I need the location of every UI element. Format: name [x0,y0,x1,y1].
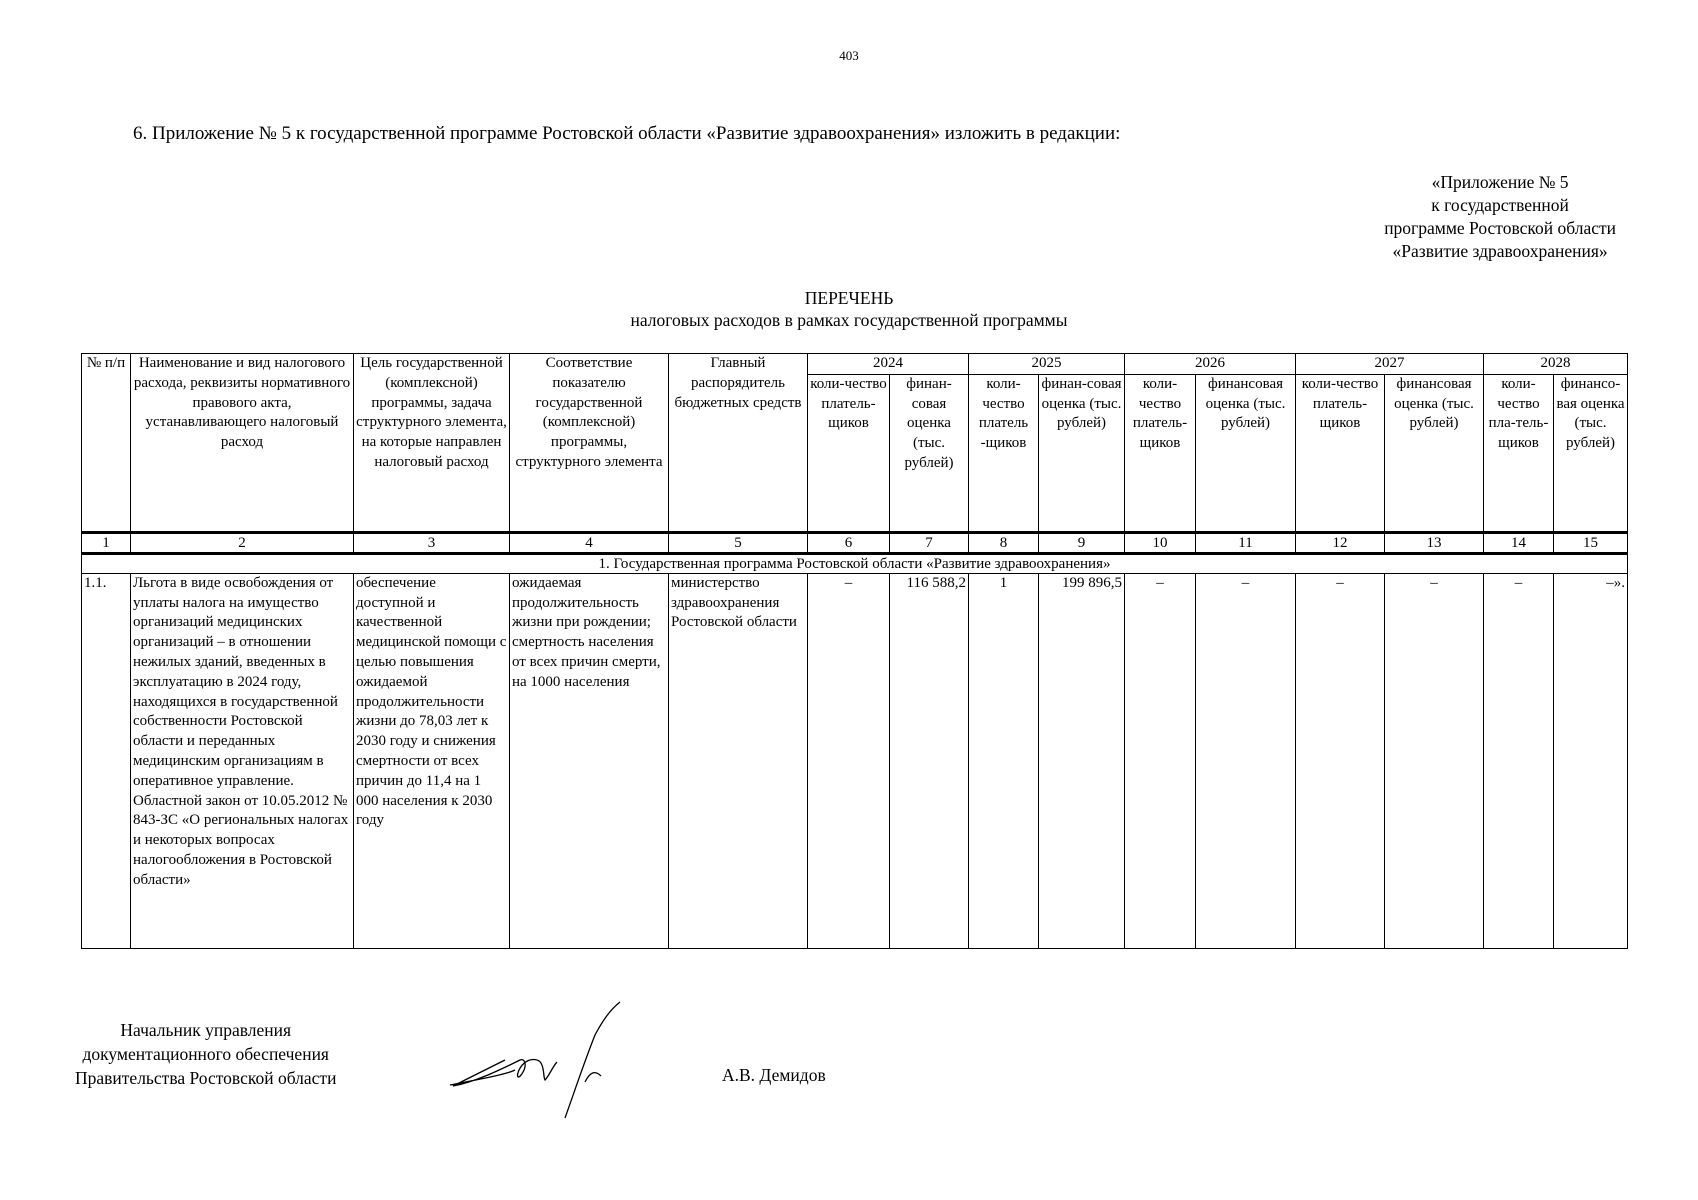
row-indicator: ожидаемая продолжительность жизни при рождении; смертность населения от всех причин смерти, на 1000 населения [510,573,669,948]
column-number: 1 [82,532,131,553]
row-num: 1.1. [82,573,131,948]
header-year: 2028 [1484,354,1628,375]
appendix-note-line: программе Ростовской области [1384,218,1616,238]
header-year: 2025 [969,354,1125,375]
signatory-name: А.В. Демидов [722,1065,826,1085]
appendix-note [1384,171,1616,263]
list-title-heading: ПЕРЕЧЕНЬ [804,288,894,308]
column-number: 2 [131,532,354,553]
value-2025-payers: 1 [969,573,1039,948]
column-number: 8 [969,532,1039,553]
header-year: 2026 [1125,354,1296,375]
header-financial-estimate: финансо-вая оценка (тыс. рублей) [1554,374,1628,532]
signatory-position [75,1018,336,1090]
header-goal: Цель государственной (комплексной) программы, задача структурного элемента, на которые направлен налоговый расход [354,354,510,533]
list-title [0,287,1698,331]
appendix-note-line: к государственной [1431,195,1569,215]
appendix-note-line: «Развитие здравоохранения» [1392,241,1608,261]
value-2028-estimate: –». [1554,573,1628,948]
header-payers-count: коли-чество пла-тель-щиков [1484,374,1554,532]
header-num: № п/п [82,354,131,533]
column-number: 4 [510,532,669,553]
column-number: 13 [1385,532,1484,553]
header-financial-estimate: финансовая оценка (тыс. рублей) [1385,374,1484,532]
row-name: Льгота в виде освобождения от уплаты налога на имущество организаций медицинских организаций – в отношении нежилых зданий, введенных в эксплуатацию в 2024 году, находящихся в государственной собственности Ростовской области и переданных медицинским организациям в оперативное управление. Областной закон от 10.05.2012 № 843-ЗС «О региональных налогах и некоторых вопросах налогообложения в Ростовской области» [131,573,354,948]
value-2026-payers: – [1125,573,1196,948]
header-payers-count: коли-чество платель -щиков [969,374,1039,532]
header-payers-count: коли-чество платель-щиков [808,374,890,532]
value-2027-payers: – [1296,573,1385,948]
value-2025-estimate: 199 896,5 [1039,573,1125,948]
signatory-position-line: Начальник управления [120,1020,292,1040]
value-2027-estimate: – [1385,573,1484,948]
signatory-position-line: Правительства Ростовской области [75,1068,337,1088]
header-payers-count: коли-чество платель-щиков [1125,374,1196,532]
section-heading: 1. Государственная программа Ростовской области «Развитие здравоохранения» [82,553,1628,573]
column-number: 10 [1125,532,1196,553]
column-number: 5 [669,532,808,553]
header-payers-count: коли-чество платель-щиков [1296,374,1385,532]
column-number: 11 [1196,532,1296,553]
column-number: 7 [890,532,969,553]
intro-paragraph: 6. Приложение № 5 к государственной программе Ростовской области «Развитие здравоохранения» изложить в редакции: [133,123,1121,144]
header-manager: Главный распорядитель бюджетных средств [669,354,808,533]
header-financial-estimate: финансовая оценка (тыс. рублей) [1196,374,1296,532]
handwritten-signature [445,1000,645,1120]
column-number: 15 [1554,532,1628,553]
row-goal: обеспечение доступной и качественной медицинской помощи с целью повышения ожидаемой продолжительности жизни до 78,03 лет к 2030 году и снижения смертности от всех причин до 11,4 на 1 000 населения к 2030 году [354,573,510,948]
header-indicator: Соответствие показателю государственной (комплексной) программы, структурного элемента [510,354,669,533]
tax-expenditure-table [81,353,1628,949]
header-year: 2027 [1296,354,1484,375]
column-number: 9 [1039,532,1125,553]
column-number: 6 [808,532,890,553]
column-number: 14 [1484,532,1554,553]
column-number: 3 [354,532,510,553]
row-manager: министерство здравоохранения Ростовской области [669,573,808,948]
header-year: 2024 [808,354,969,375]
value-2028-payers: – [1484,573,1554,948]
value-2024-estimate: 116 588,2 [890,573,969,948]
page-number: 403 [839,48,859,63]
signatory-position-line: документационного обеспечения [82,1044,329,1064]
header-financial-estimate: финан-совая оценка (тыс. рублей) [890,374,969,532]
appendix-note-line: «Приложение № 5 [1431,172,1569,192]
column-number: 12 [1296,532,1385,553]
header-financial-estimate: финан-совая оценка (тыс. рублей) [1039,374,1125,532]
value-2024-payers: – [808,573,890,948]
table-row [82,573,1628,948]
list-title-subheading: налоговых расходов в рамках государственной программы [630,310,1068,330]
header-name: Наименование и вид налогового расхода, реквизиты нормативного правового акта, устанавливающего налоговый расход [131,354,354,533]
value-2026-estimate: – [1196,573,1296,948]
